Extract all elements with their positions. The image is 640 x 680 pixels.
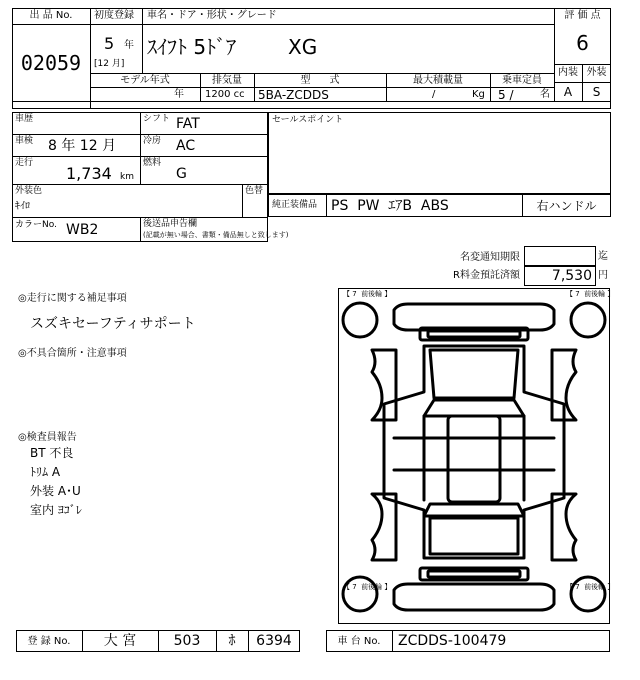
max-load-label: 最大積載量 (413, 75, 463, 86)
chassis-number: ZCDDS-100479 (398, 633, 507, 649)
inspector-label: ◎検査員報告 (18, 432, 77, 443)
model-code-label: 型 式 (300, 75, 340, 86)
rear-bumper-icon (394, 584, 554, 610)
name-change-box (524, 246, 596, 266)
fuel: G (176, 166, 187, 182)
score-label: 評 価 点 (564, 10, 601, 21)
registration-class: 503 (173, 633, 201, 649)
shift: FAT (176, 116, 200, 132)
lot-number-label: 出 品 No. (29, 10, 73, 21)
rear-window-icon (424, 504, 524, 516)
first-registration-month: [12 月] (94, 59, 125, 69)
interior-grade: A (563, 85, 573, 99)
registration-kana: ﾎ (228, 633, 236, 649)
supplement-label: ◎走行に関する補足事項 (18, 293, 127, 304)
recycle-label: R料金預託済額 (453, 270, 520, 281)
steering: 右ハンドル (536, 199, 597, 213)
model-year-unit: 年 (174, 89, 184, 100)
recycle-unit: 円 (598, 270, 608, 281)
capacity: 5 / (498, 88, 514, 102)
exterior-label: 外装 (586, 67, 607, 78)
sales-point-label: セールスポイント (272, 115, 344, 125)
tire-tread-bottom-right: 【 7 前後輪 】 (566, 583, 615, 591)
inspector-line: 室内 ﾖｺﾞﾚ (30, 503, 82, 517)
color-no: WB2 (66, 222, 99, 238)
roof-icon (448, 416, 500, 502)
front-right-wheel-icon (571, 303, 605, 337)
equipment: PS PW ｴｱB ABS (331, 198, 449, 214)
registration-area: 大 宮 (103, 633, 137, 649)
car-name-label: 車名・ドア・形状・グレード (147, 10, 277, 21)
registration-number: 6394 (256, 633, 292, 649)
front-bumper-icon (394, 304, 554, 330)
color-no-label: カラーNo. (15, 220, 57, 230)
car-name: ｽｲﾌﾄ 5ﾄﾞｱ (147, 35, 237, 59)
displacement-label: 排気量 (212, 75, 242, 86)
name-change-unit: 迄 (598, 251, 608, 262)
inspection: 8 年 12 月 (48, 138, 117, 154)
chassis-label: 車 台 No. (337, 636, 381, 647)
mileage-label: 走行 (15, 158, 34, 168)
mileage: 1,734 (66, 164, 112, 183)
model-code: 5BA-ZCDDS (258, 88, 329, 102)
year-unit: 年 (124, 40, 134, 51)
tire-tread-bottom-left: 【 7 前後輪 】 (343, 583, 392, 591)
front-left-wheel-icon (343, 303, 377, 337)
docs-note: (記載が無い場合、書類・備品無しと致します) (143, 231, 289, 239)
capacity-unit: 名 (540, 89, 550, 100)
first-registration-label: 初度登録 (94, 10, 134, 21)
inspection-label: 車検 (15, 136, 34, 146)
recycle-value: 7,530 (551, 268, 592, 284)
mileage-unit: km (120, 172, 134, 182)
trunk-icon (430, 518, 518, 554)
defects-label: ◎不具合箇所・注意事項 (18, 348, 127, 359)
color: ｷｲﾛ (15, 201, 30, 212)
grade: XG (288, 35, 318, 59)
exterior-grade: S (592, 85, 601, 99)
capacity-label: 乗車定員 (502, 75, 542, 86)
inspector-line: BT 不良 (30, 446, 74, 460)
max-load: / (432, 89, 436, 100)
tire-tread-top-left: 【 7 前後輪 】 (343, 290, 392, 298)
model-year-label: モデル年式 (120, 75, 170, 86)
max-load-unit: Kg (472, 89, 485, 100)
inspector-line: 外装 A･U (30, 484, 81, 498)
displacement: 1200 cc (205, 89, 245, 100)
rear-right-wheel-icon (571, 577, 605, 611)
color-label: 外装色 (15, 186, 43, 196)
car-outline-diagram (338, 288, 610, 624)
supplement-text: スズキセーフティサポート (30, 316, 196, 332)
score: 6 (576, 31, 589, 55)
windshield-icon (424, 400, 524, 416)
inspector-line: ﾄﾘﾑ A (30, 465, 61, 479)
first-registration-year: 5 (104, 34, 115, 53)
car-body-icon (384, 346, 564, 558)
shift-label: シフト (143, 114, 171, 124)
fuel-label: 燃料 (143, 158, 162, 168)
equipment-label: 純正装備品 (272, 200, 318, 210)
ac: AC (176, 138, 196, 154)
registration-label: 登 録 No. (27, 636, 71, 647)
history-label: 車歴 (15, 114, 34, 124)
ac-label: 冷房 (143, 136, 162, 146)
lot-number: 02059 (20, 51, 82, 75)
rear-left-wheel-icon (343, 577, 377, 611)
tire-tread-top-right: 【 7 前後輪 】 (566, 290, 615, 298)
docs-label: 後送品申告欄 (143, 219, 198, 229)
color-change-label: 色替 (245, 186, 264, 196)
name-change-label: 名変通知期限 (460, 252, 520, 263)
hood-icon (430, 350, 518, 398)
interior-label: 内装 (558, 67, 578, 78)
